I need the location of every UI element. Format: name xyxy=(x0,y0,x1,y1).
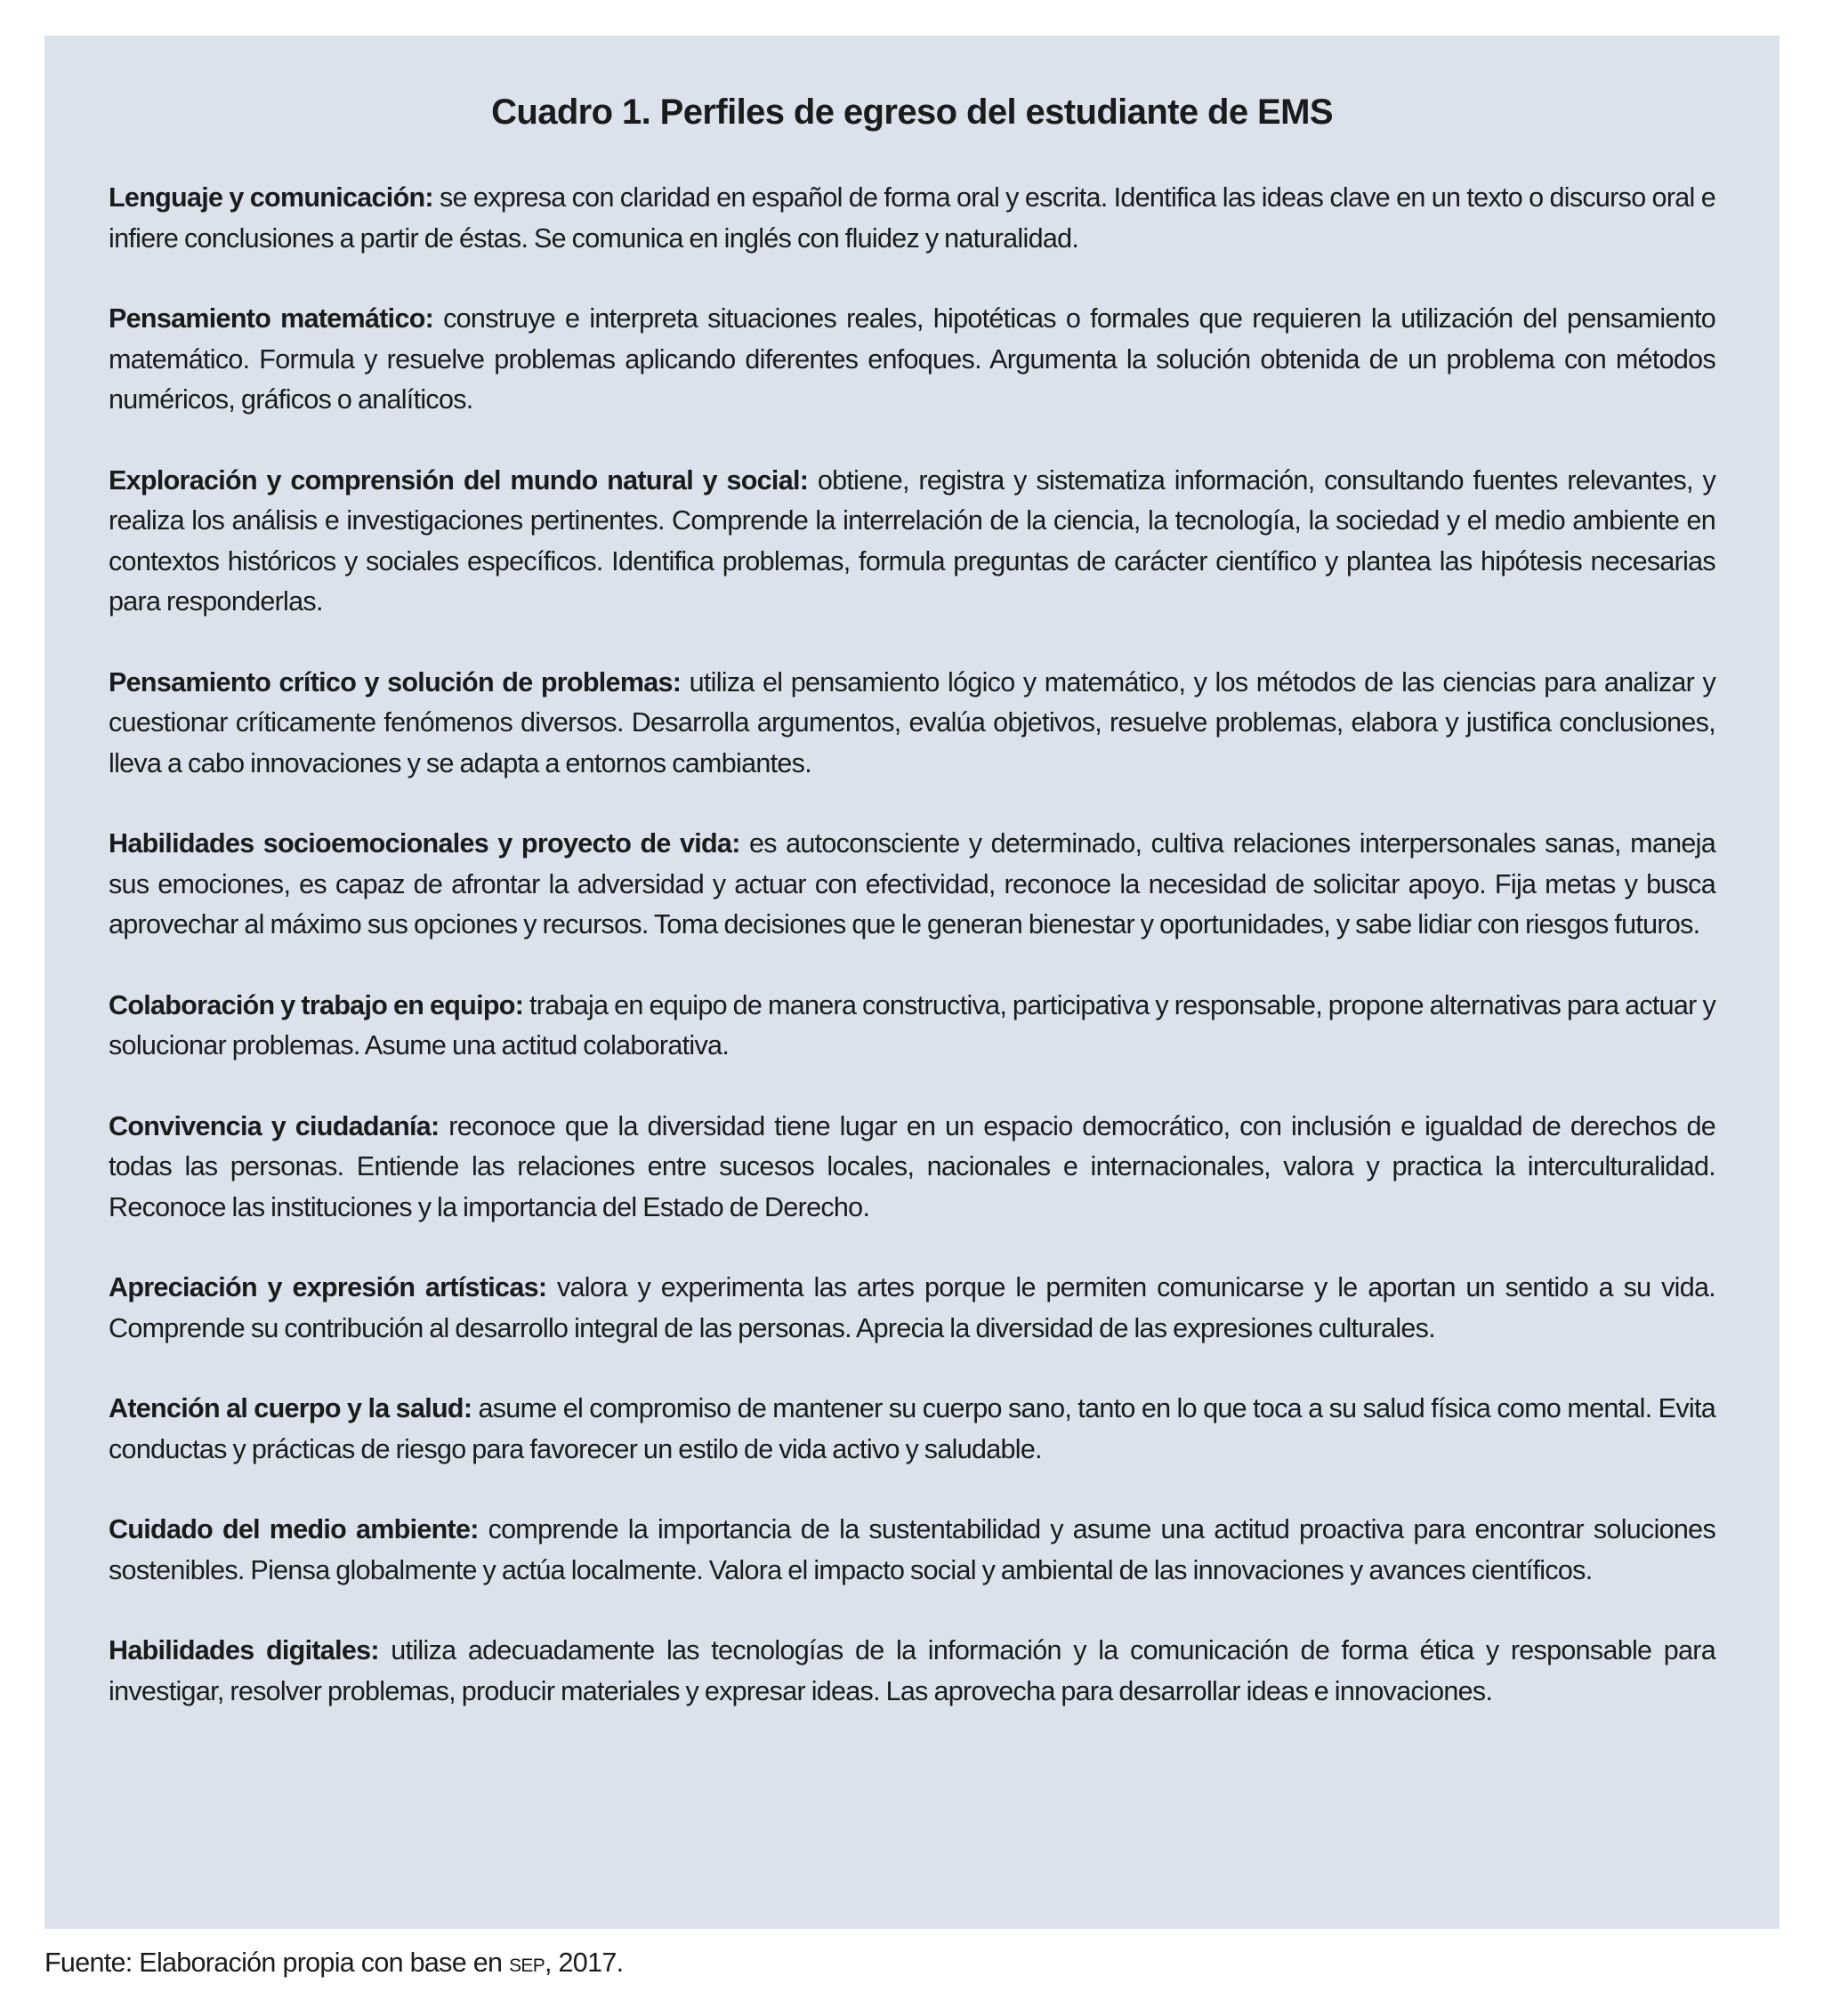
entry-apreciacion-artisticas xyxy=(109,1268,1715,1349)
entry-term: Cuidado del medio ambiente: xyxy=(109,1514,479,1544)
entry-text: construye e interpreta situaciones reales, hipotéticas o formales que requieren la utilización del pensamiento matemático. Formula y resuelve problemas aplicando diferentes enfoques. Argumenta la solución obtenida de un problema con métodos numéricos, gráficos o analíticos. xyxy=(109,303,1715,415)
entry-text: trabaja en equipo de manera constructiva, participativa y responsable, propone alternativas para actuar y solucionar problemas. Asume una actitud colaborativa. xyxy=(109,989,1715,1060)
entry-term: Lenguaje y comunicación: xyxy=(109,182,433,213)
source-prefix: Fuente: Elaboración propia con base en xyxy=(44,1947,510,1978)
entry-lenguaje-comunicacion xyxy=(109,178,1715,259)
entry-text: utiliza el pensamiento lógico y matemático, y los métodos de las ciencias para analizar y cuestionar críticamente fenómenos diversos. Desarrolla argumentos, evalúa objetivos, resuelve problemas, elabora y justifica conclusiones, lleva a cabo innovaciones y se adapta a entornos cambiantes. xyxy=(109,666,1715,778)
entry-text: asume el compromiso de mantener su cuerpo sano, tanto en lo que toca a su salud física como mental. Evita conductas y prácticas de riesgo para favorecer un estilo de vida activo y saludable. xyxy=(109,1393,1715,1464)
entry-colaboracion-trabajo xyxy=(109,986,1715,1067)
entry-habilidades-digitales xyxy=(109,1631,1715,1712)
entry-term: Atención al cuerpo y la salud: xyxy=(109,1393,472,1423)
source-suffix: , 2017. xyxy=(545,1947,624,1978)
entry-convivencia-ciudadania xyxy=(109,1107,1715,1229)
entry-term: Habilidades digitales: xyxy=(109,1635,379,1665)
source-note xyxy=(44,1945,623,1980)
entry-term: Colaboración y trabajo en equipo: xyxy=(109,989,524,1020)
entry-habilidades-socioemocionales xyxy=(109,824,1715,946)
source-org: sep xyxy=(509,1947,545,1978)
entry-text: valora y experimenta las artes porque le permiten comunicarse y le aportan un sentido a su vida. Comprende su contribución al desarrollo integral de las personas. Aprecia la diversidad de las expresiones culturales. xyxy=(109,1272,1715,1343)
entry-pensamiento-critico xyxy=(109,663,1715,785)
entry-text: utiliza adecuadamente las tecnologías de la información y la comunicación de forma ética y responsable para investigar, resolver problemas, producir materiales y expresar ideas. Las aprovecha para desarrollar ideas e innovaciones. xyxy=(109,1635,1716,1706)
entry-text: se expresa con claridad en español de forma oral y escrita. Identifica las ideas clave en un texto o discurso oral e infiere conclusiones a partir de éstas. Se comunica en inglés con fluidez y naturalidad. xyxy=(109,182,1715,254)
entry-cuidado-medio-ambiente xyxy=(109,1510,1715,1591)
entry-term: Habilidades socioemocionales y proyecto de vida: xyxy=(109,828,740,859)
entry-text: es autoconsciente y determinado, cultiva relaciones interpersonales sanas, maneja sus emociones, es capaz de afrontar la adversidad y actuar con efectividad, reconoce la necesidad de solicitar apoyo. Fija metas y busca aprovechar al máximo sus opciones y recursos. Toma decisiones que le generan bienestar y oportunidades, y sabe lidiar con riesgos futuros. xyxy=(109,828,1715,939)
entry-text: comprende la importancia de la sustentabilidad y asume una actitud proactiva para encontrar soluciones sostenibles. Piensa globalmente y actúa localmente. Valora el impacto social y ambiental de las innovaciones y avances científicos. xyxy=(109,1514,1715,1585)
entry-term: Apreciación y expresión artísticas: xyxy=(109,1272,547,1302)
entry-term: Pensamiento matemático: xyxy=(109,303,434,334)
entry-term: Pensamiento crítico y solución de problemas: xyxy=(109,666,682,698)
entry-term: Exploración y comprensión del mundo natural y social: xyxy=(109,464,809,496)
entry-exploracion-mundo xyxy=(109,461,1715,623)
entry-text: reconoce que la diversidad tiene lugar en un espacio democrático, con inclusión e igualdad de derechos de todas las personas. Entiende las relaciones entre sucesos locales, nacionales e internacionales, valora y practica la interculturalidad. Reconoce las instituciones y la importancia del Estado de Derecho. xyxy=(109,1110,1715,1222)
entry-term: Convivencia y ciudadanía: xyxy=(109,1110,440,1141)
entry-pensamiento-matematico xyxy=(109,299,1715,421)
entry-atencion-cuerpo-salud xyxy=(109,1389,1715,1470)
entry-text: obtiene, registra y sistematiza información, consultando fuentes relevantes, y realiza los análisis e investigaciones pertinentes. Comprende la interrelación de la ciencia, la tecnología, la sociedad y el medio ambiente en contextos históricos y sociales específicos. Identifica problemas, formula preguntas de carácter científico y plantea las hipótesis necesarias para responderlas. xyxy=(109,464,1715,617)
table-box xyxy=(44,36,1780,1929)
box-title: Cuadro 1. Perfiles de egreso del estudiante de EMS xyxy=(491,93,1333,132)
